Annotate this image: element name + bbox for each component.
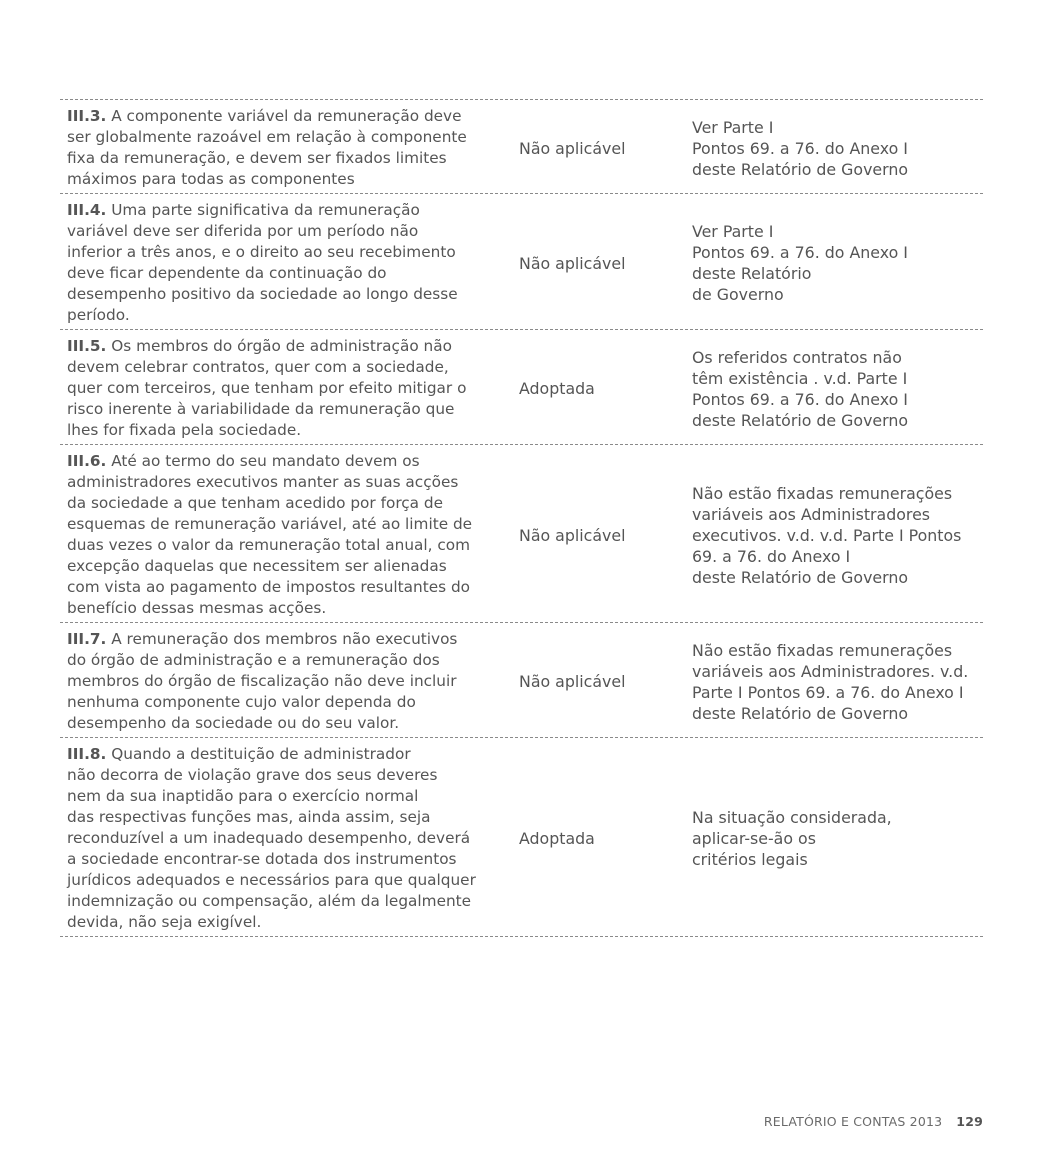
compliance-note: Ver Parte I Pontos 69. a 76. do Anexo I deste Relatório de Governo xyxy=(692,117,909,179)
recommendation-text xyxy=(60,106,511,190)
recommendation-code: III.3. xyxy=(67,107,107,125)
recommendation-body: A remuneração dos membros não executivos do órgão de administração e a remuneração dos membros do órgão de fiscalização não deve incluir nenhuma componente cujo valor dependa do desempenho da sociedade ou do seu valor. xyxy=(67,630,458,732)
recommendation-text xyxy=(60,336,511,441)
recommendations-table xyxy=(60,99,983,937)
table-row xyxy=(60,623,983,738)
table-row xyxy=(60,330,983,445)
compliance-status: Não aplicável xyxy=(519,253,626,273)
report-title: RELATÓRIO E CONTAS 2013 xyxy=(763,1114,943,1129)
recommendation-body: A componente variável da remuneração deve ser globalmente razoável em relação à componente fixa da remuneração, e devem ser fixados limites máximos para todas as componentes xyxy=(67,107,467,188)
recommendation-body: Quando a destituição de administrador não decorra de violação grave dos seus deveres nem da sua inaptidão para o exercício normal das respectivas funções mas, ainda assim, seja reconduzível a um inadequado desempenho, deverá a sociedade encontrar-se dotada dos instrumentos jurídicos adequados e necessários para que qualquer indemnização ou compensação, além da legalmente devida, não seja exigível. xyxy=(67,745,476,931)
compliance-note: Os referidos contratos não têm existência . v.d. Parte I Pontos 69. a 76. do Anexo I deste Relatório de Governo xyxy=(692,347,909,430)
recommendation-body: Até ao termo do seu mandato devem os administradores executivos manter as suas acções da sociedade a que tenham acedido por força de esquemas de remuneração variável, até ao limite de duas vezes o valor da remuneração total anual, com excepção daquelas que necessitem ser alienadas com vista ao pagamento de impostos resultantes do benefício dessas mesmas acções. xyxy=(67,452,473,617)
recommendation-code: III.8. xyxy=(67,745,107,763)
compliance-status: Não aplicável xyxy=(519,138,626,158)
compliance-status: Adoptada xyxy=(519,379,595,398)
recommendation-code: III.6. xyxy=(67,452,107,470)
compliance-status: Adoptada xyxy=(519,829,595,848)
recommendation-text xyxy=(60,629,511,734)
table-row xyxy=(60,445,983,623)
recommendation-text xyxy=(60,200,511,326)
recommendation-body: Uma parte significativa da remuneração variável deve ser diferida por um período não inferior a três anos, e o direito ao seu recebimento deve ficar dependente da continuação do desempenho positivo da sociedade ao longo desse período. xyxy=(67,201,458,324)
compliance-status: Não aplicável xyxy=(519,525,626,545)
recommendation-text xyxy=(60,744,511,933)
recommendation-body: Os membros do órgão de administração não devem celebrar contratos, quer com a sociedade, quer com terceiros, que tenham por efeito mitigar o risco inerente à variabilidade da remuneração que lhes for fixada pela sociedade. xyxy=(67,337,467,439)
table-row xyxy=(60,738,983,937)
table-row xyxy=(60,100,983,194)
compliance-note: Ver Parte I Pontos 69. a 76. do Anexo I deste Relatório de Governo xyxy=(692,222,908,304)
compliance-status: Não aplicável xyxy=(519,672,626,691)
compliance-note: Na situação considerada, aplicar-se-ão os critérios legais xyxy=(692,808,892,869)
recommendation-code: III.7. xyxy=(67,630,107,648)
compliance-note: Não estão fixadas remunerações variáveis aos Administradores executivos. v.d. v.d. Parte I Pontos 69. a 76. do Anexo I deste Relatório de Governo xyxy=(692,483,962,587)
recommendation-code: III.4. xyxy=(67,201,107,219)
recommendation-text xyxy=(60,451,511,619)
page-number: 129 xyxy=(956,1114,983,1129)
page-footer xyxy=(764,1114,983,1129)
table-row xyxy=(60,194,983,330)
compliance-note: Não estão fixadas remunerações variáveis aos Administradores. v.d. Parte I Pontos 69. a 76. do Anexo I deste Relatório de Governo xyxy=(692,640,969,723)
recommendation-code: III.5. xyxy=(67,337,107,355)
